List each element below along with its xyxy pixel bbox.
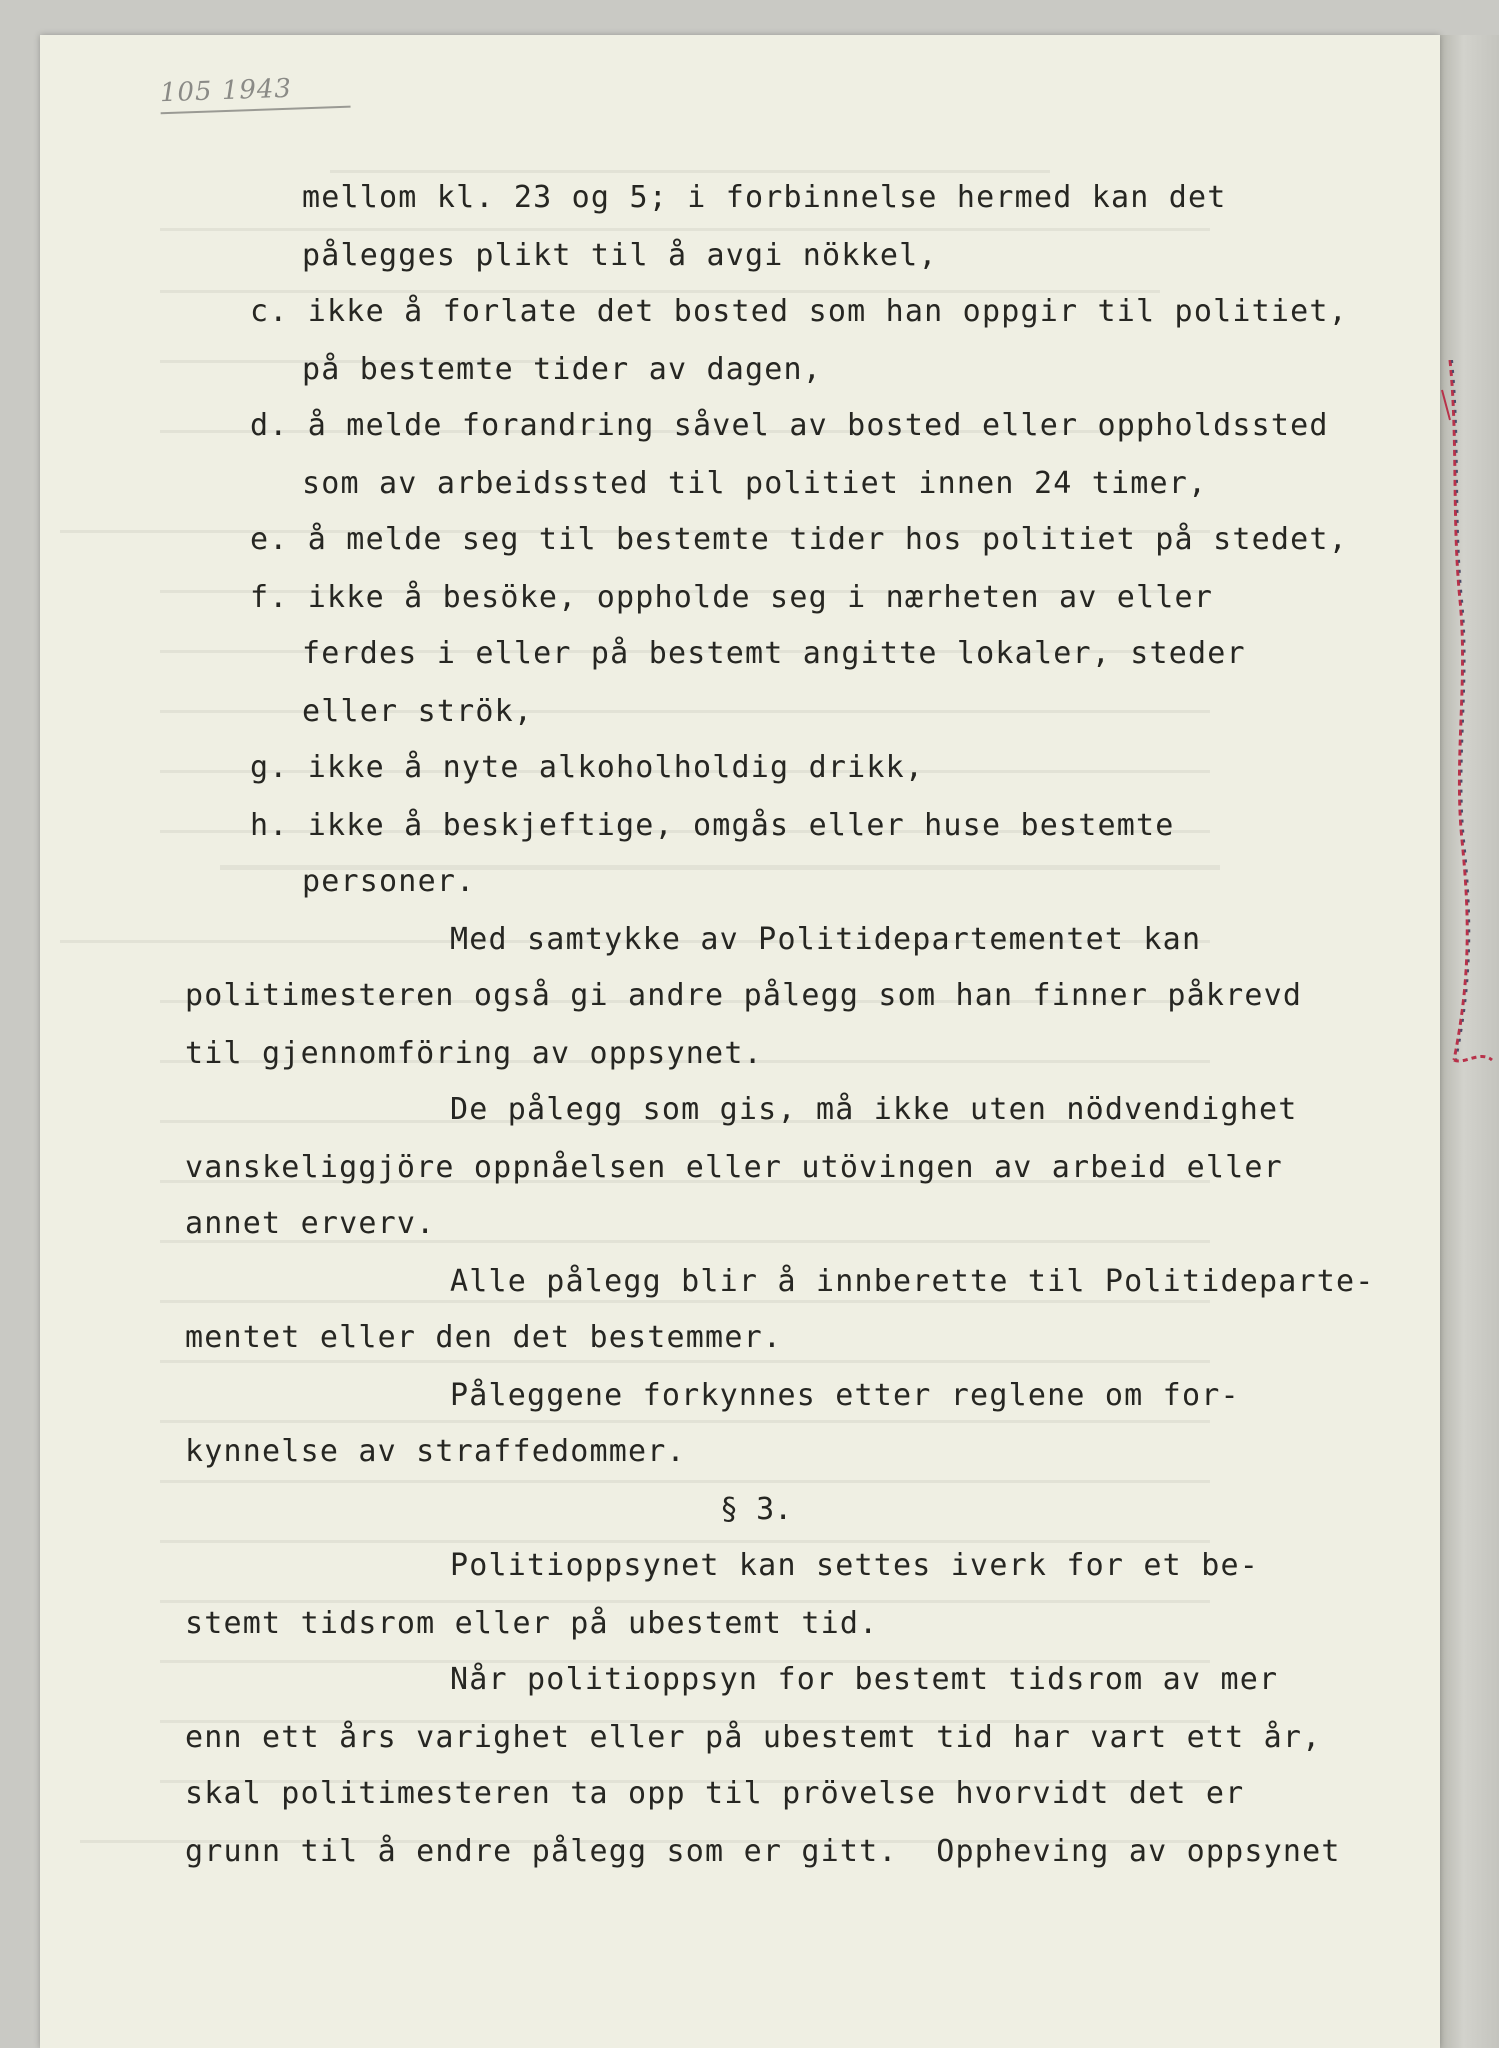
list-item-d: d. å melde forandring såvel av bosted eller oppholdssted <box>250 408 1329 443</box>
text-line: på bestemte tider av dagen, <box>302 352 823 387</box>
paragraph-line: skal politimesteren ta opp til prövelse hvorvidt det er <box>185 1776 1245 1811</box>
list-item-h: h. ikke å beskjeftige, omgås eller huse bestemte <box>250 808 1175 843</box>
list-item-g: g. ikke å nyte alkoholholdig drikk, <box>250 750 925 785</box>
paragraph-line: enn ett års varighet eller på ubestemt tid har vart ett år, <box>185 1720 1322 1755</box>
paragraph-line: Alle pålegg blir å innberette til Politideparte- <box>450 1264 1375 1299</box>
paragraph-line: Når politioppsyn for bestemt tidsrom av mer <box>450 1662 1279 1697</box>
section-heading: § 3. <box>720 1492 793 1527</box>
paragraph-line: Politioppsynet kan settes iverk for et be- <box>450 1548 1259 1583</box>
paragraph-line: til gjennomföring av oppsynet. <box>185 1036 763 1071</box>
paragraph-line: Med samtykke av Politidepartementet kan <box>450 922 1202 957</box>
paragraph-line: mentet eller den det bestemmer. <box>185 1320 783 1355</box>
text-line: ferdes i eller på bestemt angitte lokaler, steder <box>302 636 1246 671</box>
paragraph-line: Påleggene forkynnes etter reglene om for- <box>450 1378 1240 1413</box>
list-item-e: e. å melde seg til bestemte tider hos politiet på stedet, <box>250 522 1348 557</box>
pencil-annotation: 105 1943 <box>159 72 350 115</box>
paragraph-line: kynnelse av straffedommer. <box>185 1434 686 1469</box>
paragraph-line: vanskeliggjöre oppnåelsen eller utövingen av arbeid eller <box>185 1150 1283 1185</box>
paragraph-line: annet erverv. <box>185 1206 436 1241</box>
text-line: eller strök, <box>302 694 534 729</box>
list-item-c: c. ikke å forlate det bosted som han oppgir til politiet, <box>250 294 1348 329</box>
paragraph-line: politimesteren også gi andre pålegg som han finner påkrevd <box>185 978 1303 1013</box>
paragraph-line: stemt tidsrom eller på ubestemt tid. <box>185 1606 879 1641</box>
paragraph-line: De pålegg som gis, må ikke uten nödvendighet <box>450 1092 1298 1127</box>
paragraph-line: grunn til å endre pålegg som er gitt. Oppheving av oppsynet <box>185 1834 1341 1869</box>
text-line: som av arbeidssted til politiet innen 24 timer, <box>302 466 1208 501</box>
text-line: pålegges plikt til å avgi nökkel, <box>302 238 938 273</box>
text-line: mellom kl. 23 og 5; i forbinnelse hermed kan det <box>302 180 1227 215</box>
list-item-f: f. ikke å besöke, oppholde seg i nærheten av eller <box>250 580 1214 615</box>
text-line: personer. <box>302 864 476 899</box>
